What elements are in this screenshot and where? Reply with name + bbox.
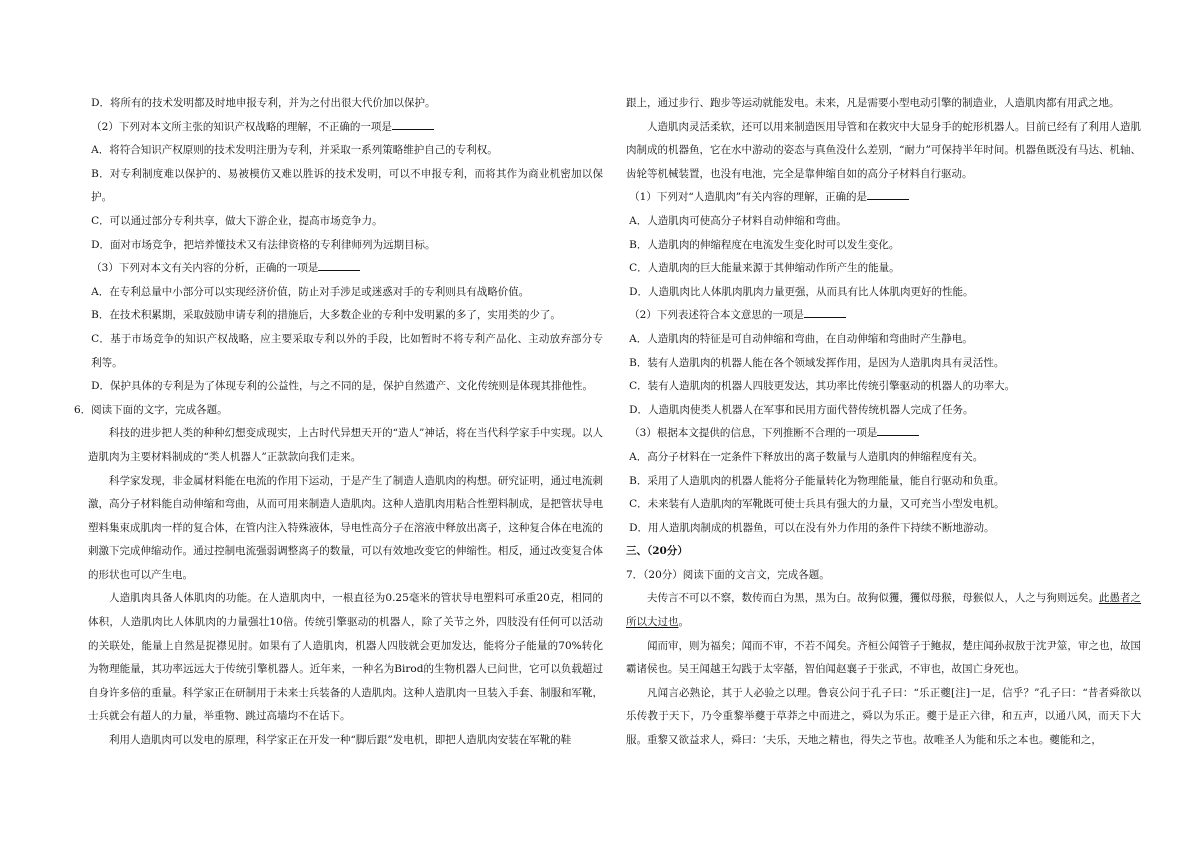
right-column (626, 92, 1141, 753)
classical-paragraph-2: 闻而审，则为福矣；闻而不审，不若不闻矣。齐桓公闻管子于鲍叔，楚庄闻孙叔敖于沈尹筮，审之也，故国霸诸侯也。吴王闻越王勾践于太宰嚭，智伯闻赵襄子于张武，不审也，故国亡身死也。 (626, 639, 1141, 676)
answer-blank (392, 118, 434, 130)
option-c: C．装有人造肌肉的机器人四肢更发达，其功率比传统引擎驱动的机器人的功率大。 (629, 380, 1016, 393)
passage-paragraph-4: 利用人造肌肉可以发电的原理，科学家正在开发一种“脚后跟”发电机，即把人造肌肉安装在军靴的鞋 (109, 734, 572, 747)
option-d-q1: D．将所有的技术发明都及时地申报专利，并为之付出很大代价加以保护。 (91, 97, 436, 109)
option-a: A．将符合知识产权原则的技术发明注册为专利，并采取一系列策略维护自己的专利权。 (91, 144, 498, 157)
option-d: D．人造肌肉比人体肌肉肌肉力量更强，从而具有比人体肌肉更好的性能。 (629, 285, 974, 298)
passage-paragraph-2: 科学家发现，非金属材料能在电流的作用下运动，于是产生了制造人造肌肉的构想。研究证明，通过电流刺激，高分子材料能自动伸缩和弯曲，从而可用来制造人造肌肉。这种人造肌肉用粘合性塑料制成，是把管状导电塑料集束成肌肉一样的复合体，在管内注入特殊液体，导电性高分子在溶液中释放出离子，这种复合体在电流的刺激下完成伸缩动作。通过控制电流强弱调整离子的数量，可以有效地改变它的伸缩性。相反，通过改变复合体的形状也可以产生电。 (88, 474, 603, 581)
passage-paragraph-3: 人造肌肉具备人体肌肉的功能。在人造肌肉中，一根直径为0.25毫米的管状导电塑料可承重20克，相同的体积，人造肌肉比人体肌肉的力量强壮10倍。传统引擎驱动的机器人，除了关节之外，四肢没有任何可以活动的关联处，能量上自然是捉襟见肘。如果有了人造肌肉，机器人四肢就会更加发达，能将分子能量的70%转化为物理能量，其功率远远大于传统引擎机器人。近年来，一种名为Birod的生物机器人已问世，它可以负载超过自身许多倍的重量。科学家正在研制用于未来士兵装备的人造肌肉。这种人造肌肉一旦装入手套、制服和军靴，士兵就会有超人的力量，举重物、跳过高墙均不在话下。 (88, 592, 603, 723)
question-3-stem: （3）根据本文提供的信息，下列推断不合理的一项是 (626, 422, 1141, 446)
option-d: D．保护具体的专利是为了体现专利的公益性，与之不同的是，保护自然遗产、文化传统则是体现其排他性。 (91, 380, 594, 393)
option-a: A．在专利总量中小部分可以实现经济价值，防止对手涉足或迷惑对手的专利则具有战略价值。 (91, 285, 530, 298)
answer-blank (804, 306, 846, 318)
answer-blank (867, 188, 909, 200)
question-2-stem: （2）下列对本文所主张的知识产权战略的理解，不正确的一项是 (88, 116, 603, 140)
question-7-heading: 7．（20分）阅读下面的文言文，完成各题。 (626, 568, 830, 581)
option-d: D．用人造肌肉制成的机器鱼，可以在没有外力作用的条件下持续不断地游动。 (629, 521, 995, 534)
answer-blank (877, 424, 919, 436)
passage-paragraph-1: 科技的进步把人类的种种幻想变成现实，上古时代异想天开的“造人”神话，将在当代科学家手中实现。以人造肌肉为主要材料制成的“类人机器人”正款款向我们走来。 (88, 427, 603, 463)
question-3-stem: （3）下列对本文有关内容的分析，正确的一项是 (88, 257, 603, 281)
option-c: C．可以通过部分专利共享，做大下游企业，提高市场竞争力。 (91, 214, 383, 227)
underlined-phrase: 此愚者之所以大过也 (626, 592, 1142, 629)
option-b: B．人造肌肉的伸缩程度在电流发生变化时可以发生变化。 (629, 238, 900, 251)
classical-paragraph-3: 凡闻言必熟论，其于人必验之以理。鲁哀公问于孔子曰：“乐正夔[注]一足，信乎？”孔子曰：“昔者舜欲以乐传教于天下，乃令重黎举夔于草莽之中而进之，舜以为乐正。夔于是正六律，和五声，以通八风，而天下大服。重黎又欲益求人，舜曰：‘夫乐，天地之精也，得失之节也。故唯圣人为能和乐之本也。夔能和之， (626, 686, 1141, 747)
classical-paragraph-1: 夫传言不可以不察，数传而白为黑，黑为白。故狗似玃，玃似母猴，母猴似人，人之与狗则远矣。此愚者之所以大过也。 (626, 592, 1142, 629)
option-a: A．人造肌肉的特征是可自动伸缩和弯曲，在自动伸缩和弯曲时产生静电。 (629, 332, 973, 345)
option-a: A．人造肌肉可使高分子材料自动伸缩和弯曲。 (629, 214, 847, 227)
question-6-heading: 6．阅读下面的文字，完成各题。 (74, 403, 228, 416)
section-3-heading: 三、（20分） (626, 545, 688, 558)
passage-paragraph-4-continued: 跟上，通过步行、跑步等运动就能发电。未来，凡是需要小型电动引擎的制造业，人造肌肉都有用武之地。 (626, 97, 1120, 109)
question-1-stem: （1）下列对“人造肌肉”有关内容的理解，正确的是 (626, 186, 1141, 210)
option-b: B．对专利制度难以保护的、易被模仿又难以胜诉的技术发明，可以不申报专利，而将其作为商业机密加以保护。 (91, 167, 603, 204)
left-column (74, 92, 603, 753)
question-2-stem: （2）下列表述符合本文意思的一项是 (626, 304, 1141, 328)
option-d: D．人造肌肉使类人机器人在军事和民用方面代替传统机器人完成了任务。 (629, 403, 974, 416)
passage-paragraph-5: 人造肌肉灵活柔软，还可以用来制造医用导管和在救灾中大显身手的蛇形机器人。目前已经有了利用人造肌肉制成的机器鱼，它在水中游动的姿态与真鱼没什么差别，“耐力”可保持半年时间。机器鱼既没有马达、机轴、齿轮等机械装置，也没有电池，完全是靠伸缩自如的高分子材料自行驱动。 (626, 120, 1141, 180)
option-a: A．高分子材料在一定条件下释放出的离子数量与人造肌肉的伸缩程度有关。 (629, 450, 984, 463)
option-b: B．装有人造肌肉的机器人能在各个领域发挥作用，是因为人造肌肉具有灵活性。 (629, 356, 1005, 369)
answer-blank (318, 259, 360, 271)
option-b: B．采用了人造肌肉的机器人能将分子能量转化为物理能量，能自行驱动和负重。 (629, 474, 1005, 487)
option-c: C．未来装有人造肌肉的军靴既可使士兵具有强大的力量，又可充当小型发电机。 (629, 498, 1005, 511)
option-c: C．人造肌肉的巨大能量来源于其伸缩动作所产生的能量。 (629, 262, 900, 275)
option-d: D．面对市场竞争，把培养懂技术又有法律资格的专利律师列为远期目标。 (91, 238, 436, 251)
option-b: B．在技术积累期，采取鼓励申请专利的措施后，大多数企业的专利中发明累的多了，实用类的少了。 (91, 309, 561, 322)
option-c: C．基于市场竞争的知识产权战略，应主要采取专利以外的手段，比如暂时不将专利产品化、主动放弃部分专利等。 (91, 332, 603, 369)
